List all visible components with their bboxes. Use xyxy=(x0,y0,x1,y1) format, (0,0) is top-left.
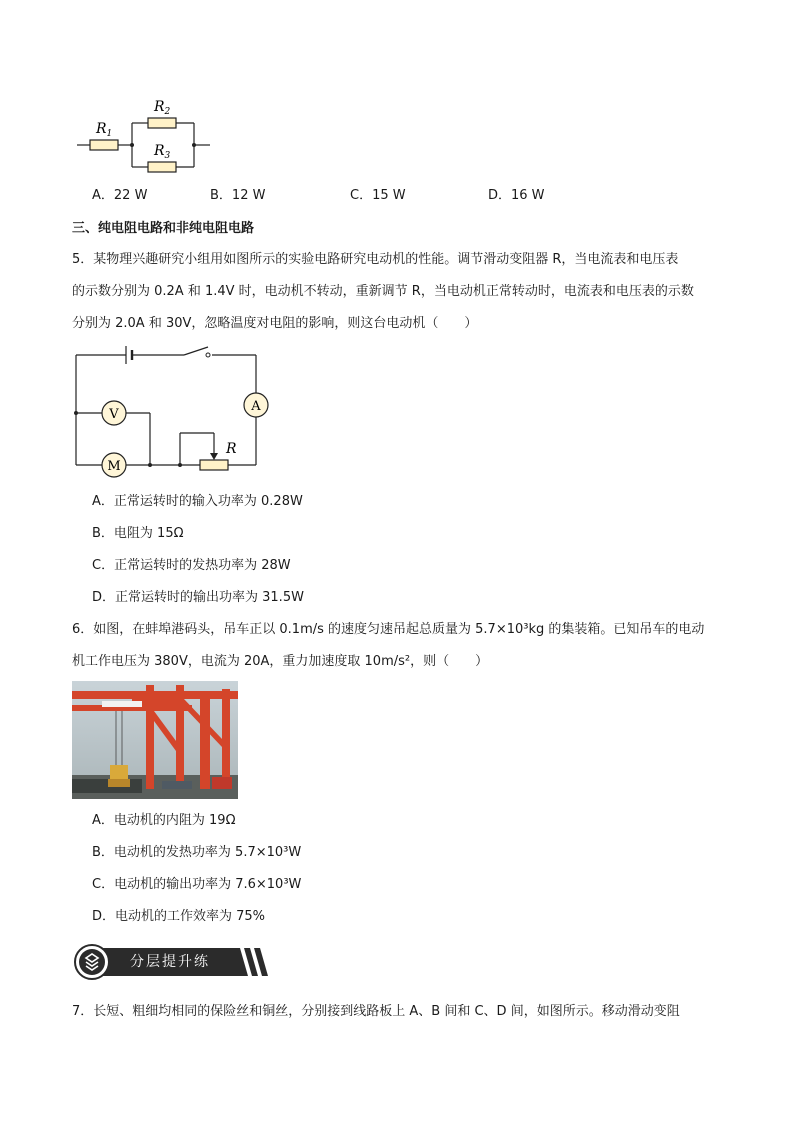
resistor-r2 xyxy=(148,118,176,128)
q5-line-2: 的示数分别为 0.2A 和 1.4V 时，电动机不转动，重新调节 R，当电动机正常转动时，电流表和电压表的示数 xyxy=(72,284,694,299)
resistor-circuit-diagram xyxy=(72,95,217,175)
rheostat-label: R xyxy=(226,441,237,457)
q5-option-b: B．电阻为 15Ω xyxy=(92,526,184,541)
r1-label: $R_1$ xyxy=(96,121,113,139)
q5-option-a: A．正常运转时的输入功率为 0.28W xyxy=(92,494,303,509)
voltmeter-label: V xyxy=(109,407,119,422)
q4-option-b: B．12 W xyxy=(210,188,266,203)
q7-line-1: 7．长短、粗细均相同的保险丝和铜丝，分别接到线路板上 A、B 间和 C、D 间，如图所示。移动滑动变阻 xyxy=(72,1004,680,1019)
resistor-r1 xyxy=(90,140,118,150)
q6-line-2: 机工作电压为 380V，电流为 20A，重力加速度取 10m/s²，则（ ） xyxy=(72,654,489,669)
crane-photo xyxy=(72,681,238,799)
q6-line-1: 6．如图，在蚌埠港码头，吊车正以 0.1m/s 的速度匀速吊起总质量为 5.7×10³kg 的集装箱。已知吊车的电动 xyxy=(72,622,705,637)
q4-option-d: D．16 W xyxy=(488,188,545,203)
motor-label: M xyxy=(107,459,121,474)
q4-option-a: A．22 W xyxy=(92,188,148,203)
q4-option-c: C．15 W xyxy=(350,188,406,203)
q5-option-d: D．正常运转时的输出功率为 31.5W xyxy=(92,590,304,605)
motor-circuit-diagram xyxy=(70,343,280,478)
q6-option-b: B．电动机的发热功率为 5.7×10³W xyxy=(92,845,302,860)
q5-line-1: 5．某物理兴趣研究小组用如图所示的实验电路研究电动机的性能。调节滑动变阻器 R，当电流表和电压表 xyxy=(72,252,679,267)
banner-label: 分层提升练 xyxy=(130,954,210,970)
resistor-r3 xyxy=(148,162,176,172)
ammeter-label: A xyxy=(251,399,261,414)
section-banner xyxy=(72,944,272,980)
q5-option-c: C．正常运转时的发热功率为 28W xyxy=(92,558,291,573)
q6-option-d: D．电动机的工作效率为 75% xyxy=(92,909,266,924)
r3-label: $R_3$ xyxy=(154,143,171,161)
r2-label: $R_2$ xyxy=(154,99,171,117)
q5-line-3: 分别为 2.0A 和 30V，忽略温度对电阻的影响，则这台电动机（ ） xyxy=(72,316,478,331)
q6-option-a: A．电动机的内阻为 19Ω xyxy=(92,813,236,828)
q6-option-c: C．电动机的输出功率为 7.6×10³W xyxy=(92,877,302,892)
section-title: 三、纯电阻电路和非纯电阻电路 xyxy=(72,221,255,236)
